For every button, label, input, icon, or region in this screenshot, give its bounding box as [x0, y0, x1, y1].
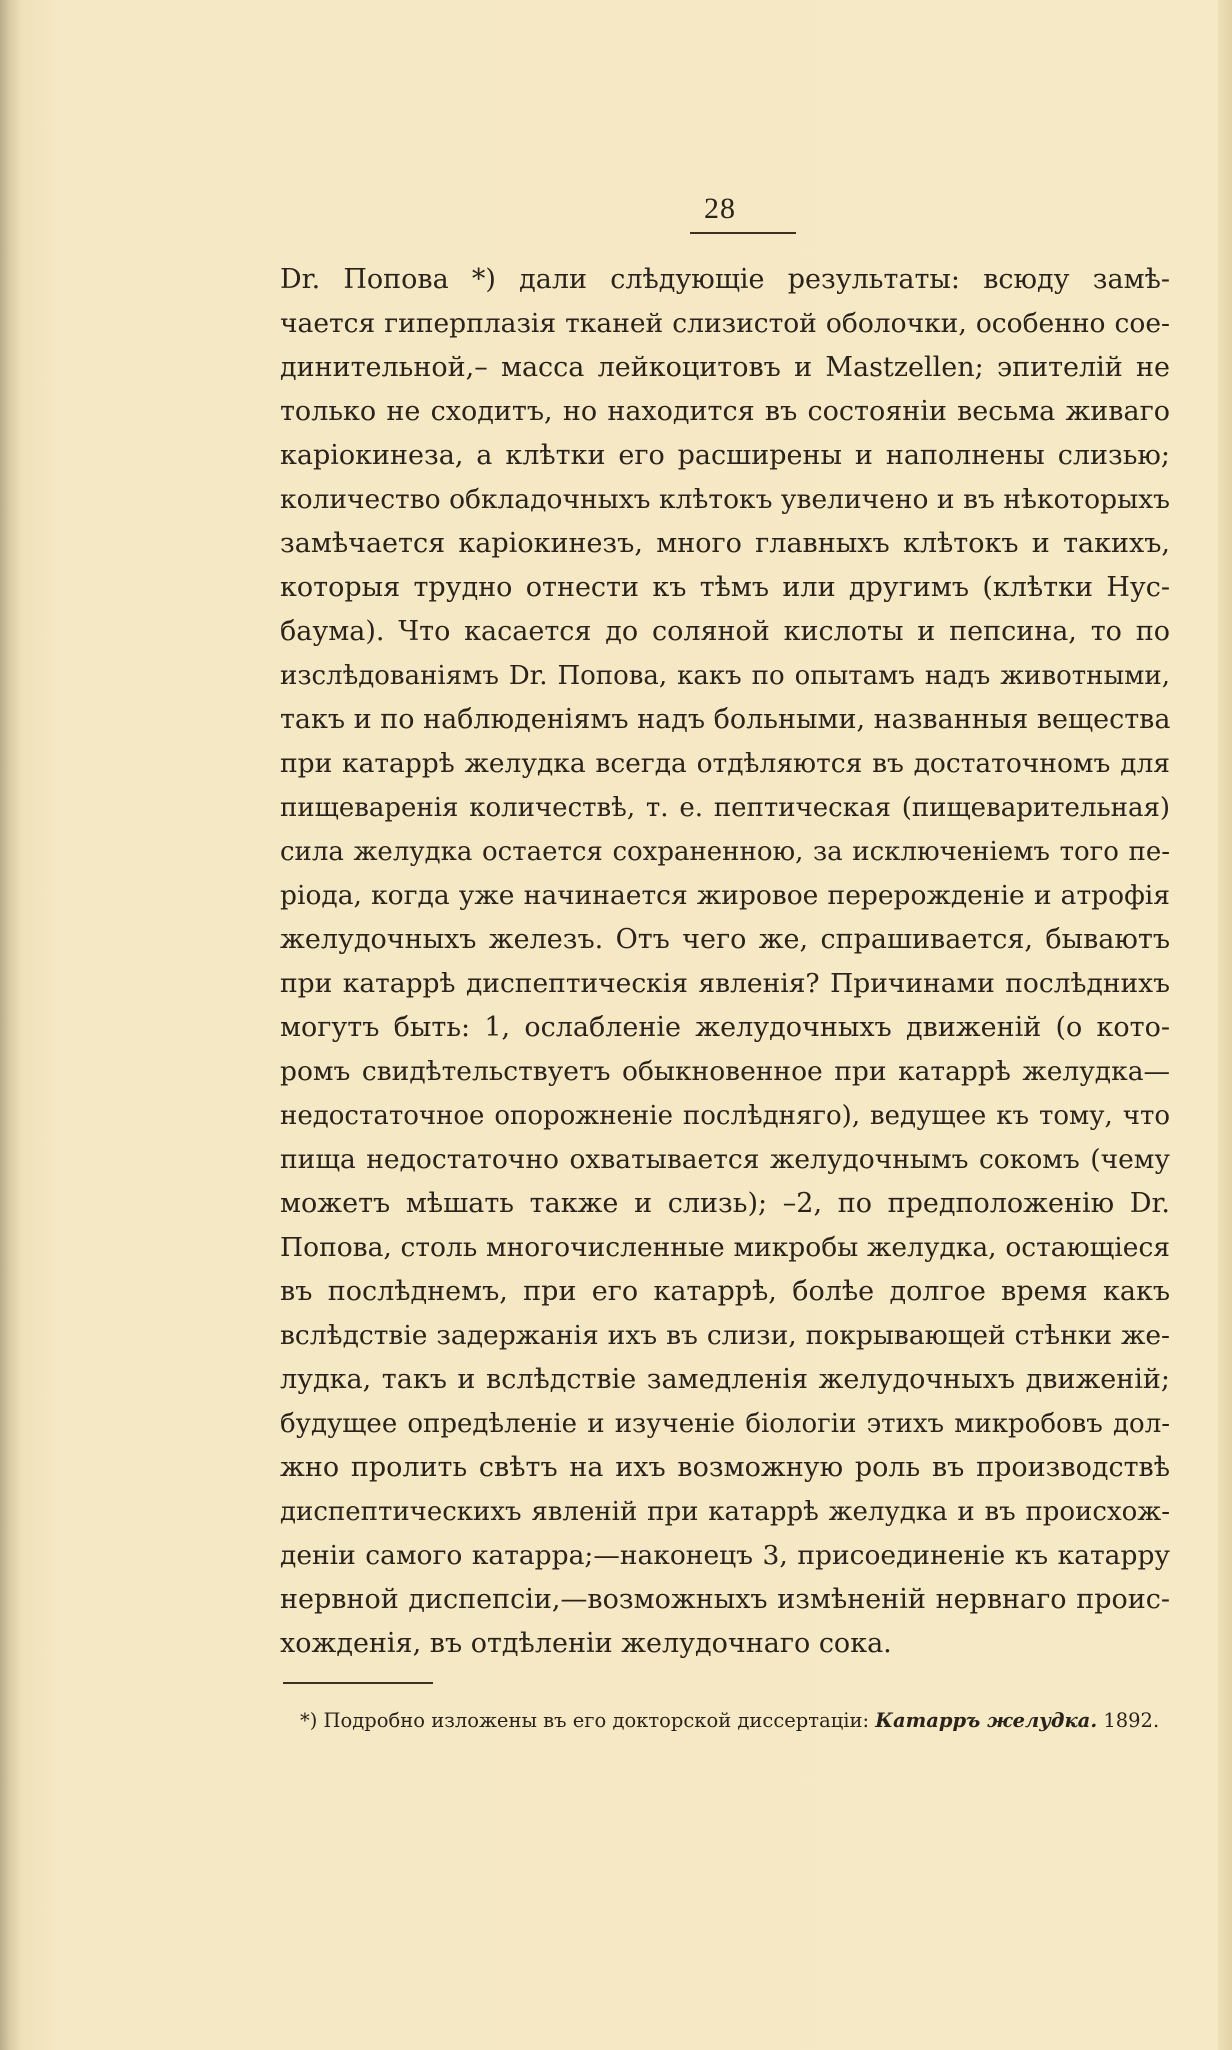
text-line: жно пролить свѣтъ на ихъ возможную роль въ производствѣ: [280, 1452, 1170, 1483]
text-line: динительной,– масса лейкоцитовъ и Mastzellen; эпителій не: [280, 352, 1170, 383]
text-line: нервной диспепсіи,—возможныхъ измѣненій нервнаго проис-: [280, 1584, 1170, 1615]
text-line: деніи самого катарра;—наконецъ 3, присоединеніе къ катарру: [280, 1540, 1170, 1571]
text-line: изслѣдованіямъ Dr. Попова, какъ по опытамъ надъ животными,: [280, 661, 1170, 691]
text-line: диспептическихъ явленій при катаррѣ желудка и въ происхож-: [280, 1497, 1170, 1527]
text-line: можетъ мѣшать также и слизь); –2, по предположенію Dr.: [280, 1188, 1170, 1219]
footnote-title: Катарръ желудка.: [875, 1709, 1098, 1732]
text-line: при катаррѣ диспептическія явленія? Причинами послѣднихъ: [280, 968, 1170, 999]
text-line: такъ и по наблюденіямъ надъ больными, названныя вещества: [280, 704, 1171, 735]
footnote-rule: [283, 1682, 433, 1684]
text-line: замѣчается каріокинезъ, много главныхъ клѣтокъ и такихъ,: [280, 528, 1170, 559]
text-line: баума). Что касается до соляной кислоты и пепсина, то по: [280, 616, 1170, 647]
text-line: хожденія, въ отдѣленіи желудочнаго сока.: [280, 1628, 892, 1659]
text-line: только не сходитъ, но находится въ состояніи весьма живаго: [280, 396, 1170, 427]
text-line: пищеваренія количествѣ, т. е. пептическая (пищеварительная): [280, 793, 1170, 823]
text-line: будущее опредѣленіе и изученіе біологіи этихъ микробовъ дол-: [280, 1409, 1170, 1439]
page-number-rule: [690, 232, 796, 234]
footnote: [300, 1706, 1172, 1736]
page-number: 28: [704, 192, 736, 225]
text-line: желудочныхъ железъ. Отъ чего же, спрашивается, бываютъ: [280, 924, 1170, 955]
text-line: при катаррѣ желудка всегда отдѣляются въ достаточномъ для: [280, 748, 1170, 779]
footnote-year: 1892.: [1097, 1709, 1160, 1732]
text-line: ромъ свидѣтельствуетъ обыкновенное при катаррѣ желудка—: [280, 1056, 1170, 1087]
text-line: въ послѣднемъ, при его катаррѣ, болѣе долгое время какъ: [280, 1276, 1170, 1307]
text-line: вслѣдствіе задержанія ихъ въ слизи, покрывающей стѣнки же-: [280, 1320, 1170, 1351]
text-line: каріокинеза, а клѣтки его расширены и наполнены слизью;: [280, 440, 1170, 471]
text-line: пища недостаточно охватывается желудочнымъ сокомъ (чему: [280, 1144, 1170, 1175]
text-line: ріода, когда уже начинается жировое перерожденіе и атрофія: [280, 880, 1170, 911]
text-line: количество обкладочныхъ клѣтокъ увеличено и въ нѣкоторыхъ: [280, 484, 1170, 515]
body-text: [280, 258, 1170, 1666]
page-edge: [1218, 0, 1232, 2050]
text-line: которыя трудно отнести къ тѣмъ или другимъ (клѣтки Нус-: [280, 572, 1170, 603]
text-line: Dr. Попова *) дали слѣдующіе результаты: всюду замѣ-: [280, 264, 1170, 295]
text-line: недостаточное опорожненіе послѣдняго), ведущее къ тому, что: [280, 1101, 1170, 1131]
footnote-text: *) Подробно изложены въ его докторской диссертаціи:: [300, 1709, 876, 1732]
text-line: могутъ быть: 1, ослабленіе желудочныхъ движеній (о кото-: [280, 1012, 1170, 1043]
text-line: Попова, столь многочисленные микробы желудка, остающіеся: [280, 1232, 1170, 1263]
text-line: лудка, такъ и вслѣдствіе замедленія желудочныхъ движеній;: [280, 1364, 1170, 1395]
text-line: сила желудка остается сохраненною, за исключеніемъ того пе-: [280, 837, 1170, 867]
text-line: чается гиперплазія тканей слизистой оболочки, особенно сое-: [280, 308, 1170, 339]
